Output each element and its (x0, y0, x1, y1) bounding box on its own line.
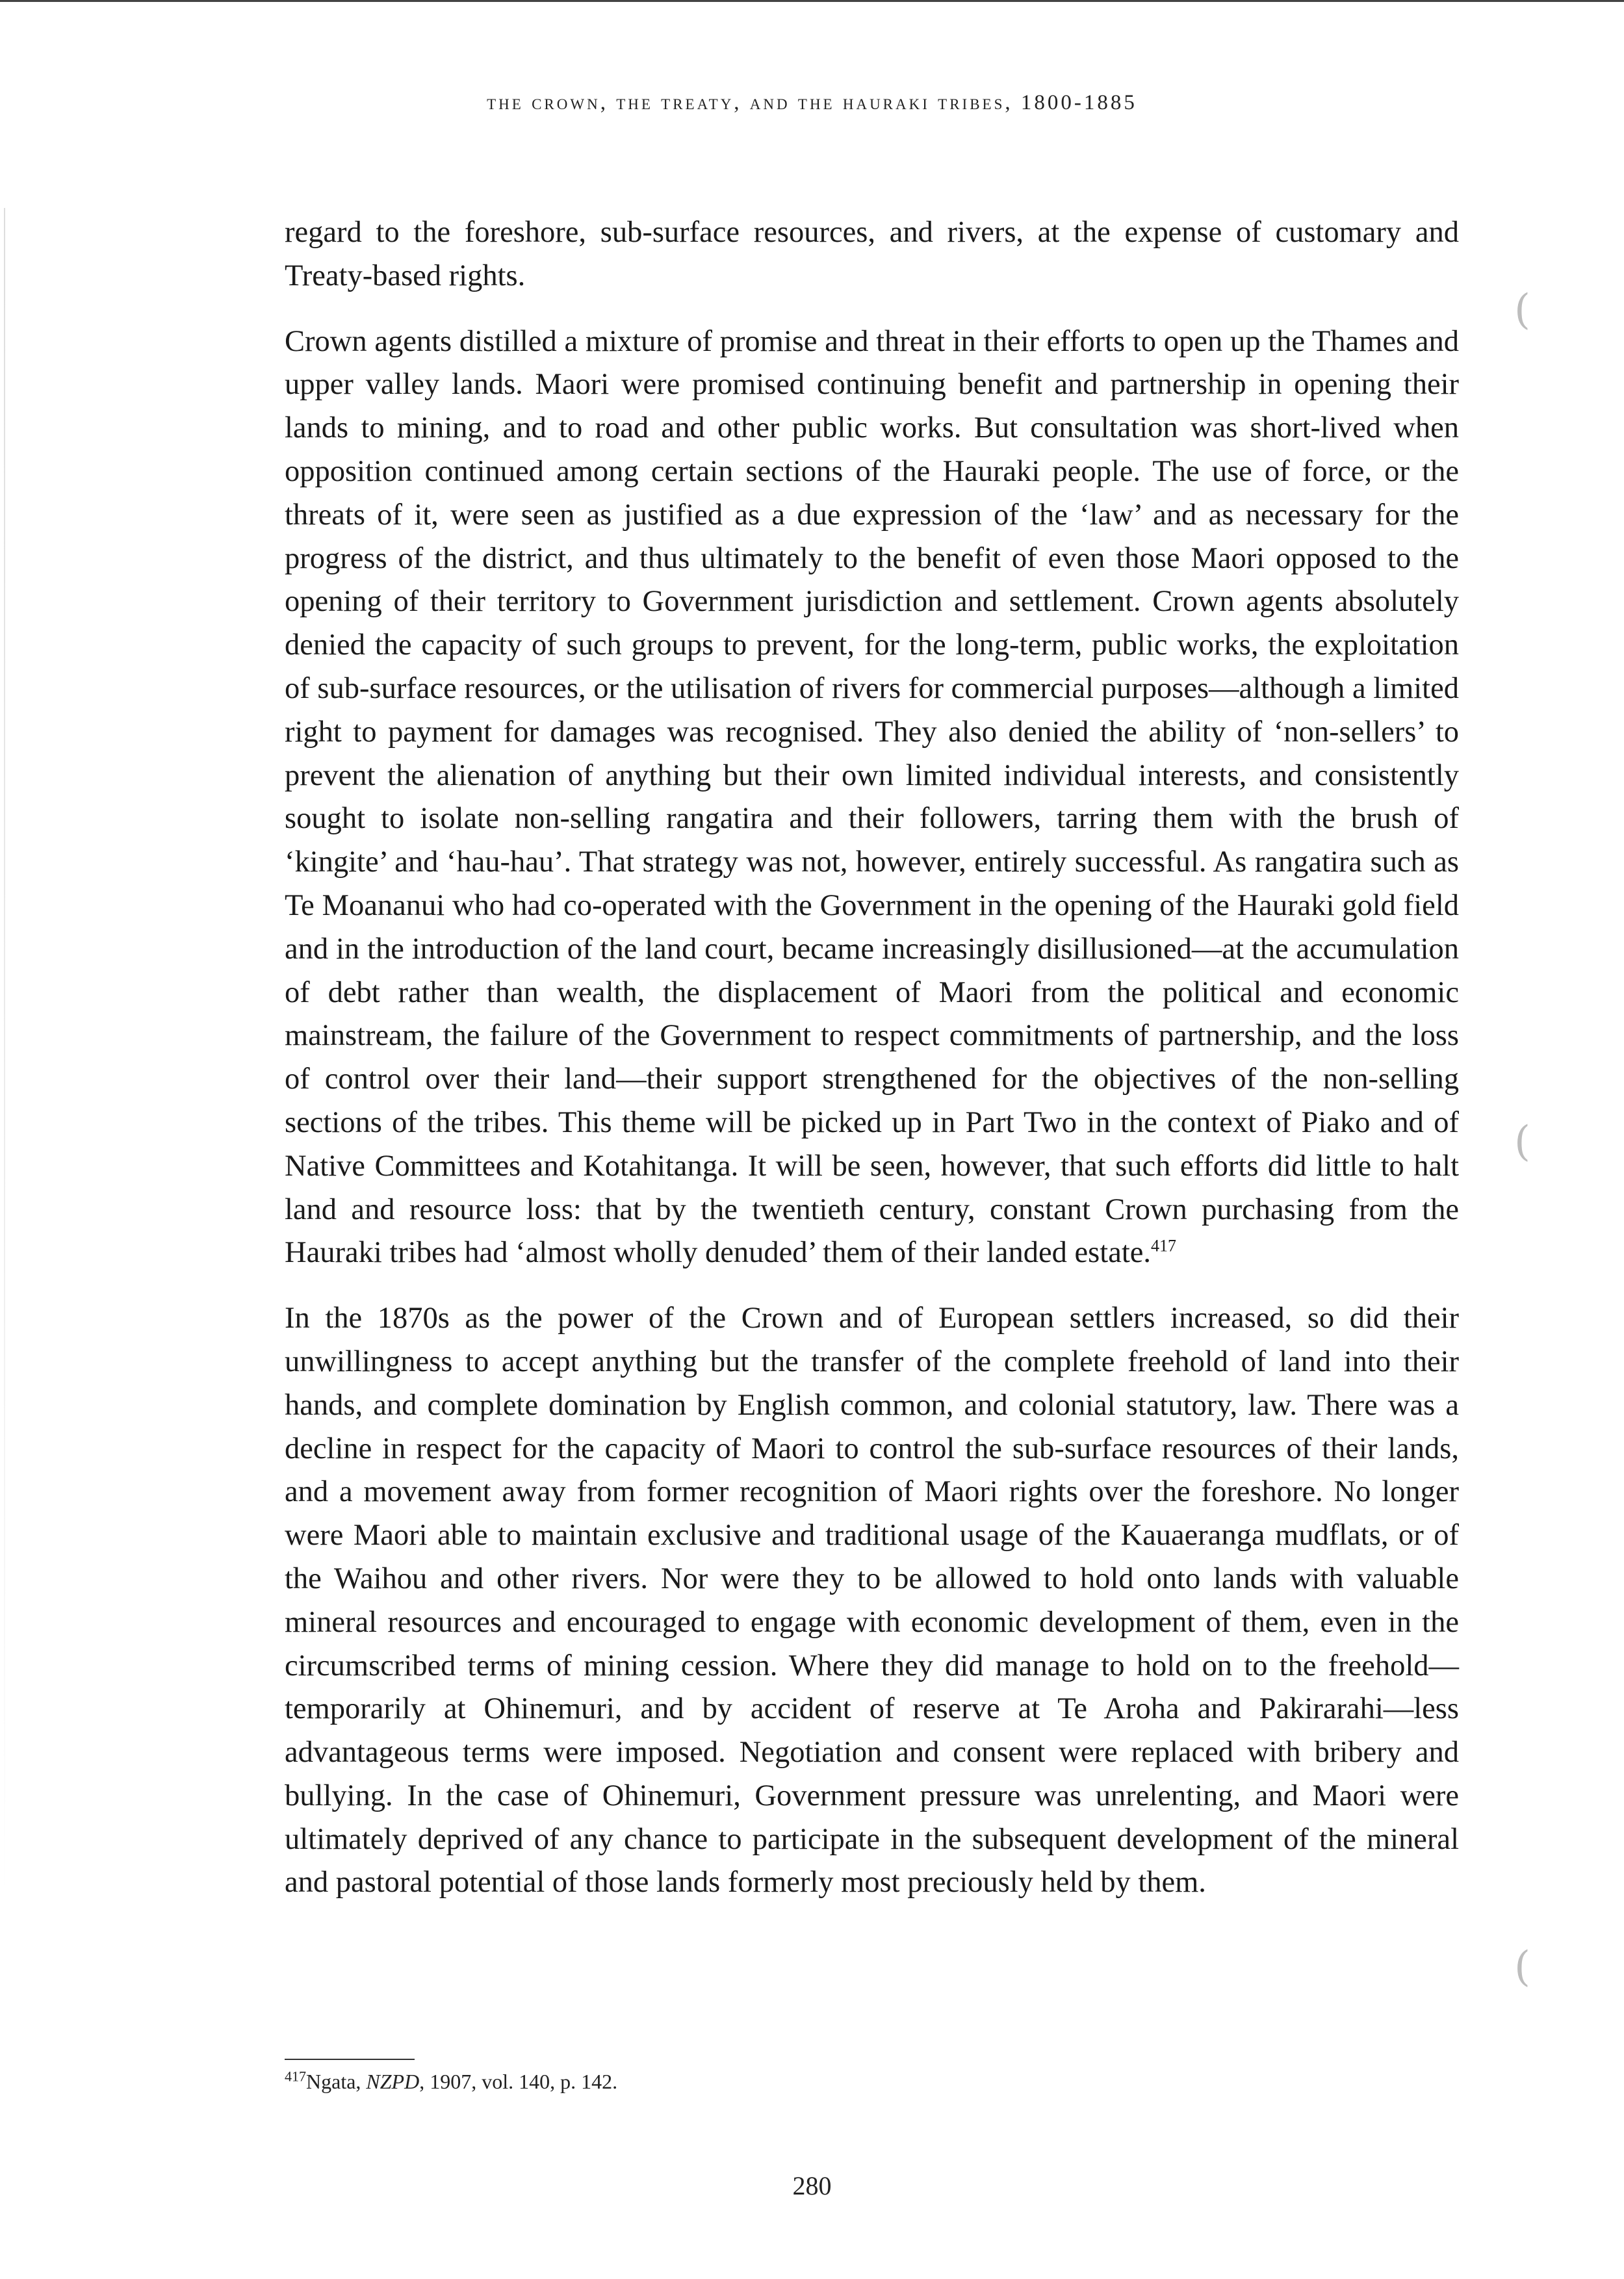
footnote-separator (285, 2059, 415, 2060)
footnote-citation: , 1907, vol. 140, p. 142. (419, 2070, 618, 2093)
paragraph-text: regard to the foreshore, sub-surface resources, and rivers, at the expense of customary and Treaty-based rights. (285, 216, 1459, 292)
footnote-reference[interactable]: 417 (1151, 1236, 1177, 1255)
binding-edge-shadow (4, 208, 5, 1898)
body-text (285, 211, 1459, 1927)
running-head: the crown, the treaty, and the hauraki tribes, 1800-1885 (487, 91, 1137, 114)
footnote-author: Ngata, (306, 2070, 367, 2093)
margin-bracket-mark: ( (1514, 286, 1530, 334)
footnote-number: 417 (285, 2068, 306, 2085)
paragraph (285, 1297, 1459, 1905)
footnote-source: NZPD (366, 2070, 420, 2093)
margin-bracket-mark: ( (1514, 1943, 1530, 1991)
paragraph-text: Crown agents distilled a mixture of promise and threat in their efforts to open up the Thames and upper valley lands. Maori were promised continuing benefit and partnership in opening their lands to mining, and to road and other public works. But consultation was short-lived when opposition continued among certain sections of the Hauraki people. The use of force, or the threats of it, were seen as justified as a due expression of the ‘law’ and as necessary for the progress of the district, and thus ultimately to the benefit of even those Maori opposed to the opening of their territory to Government jurisdiction and settlement. Crown agents absolutely denied the capacity of such groups to prevent, for the long-term, public works, the exploitation of sub-surface resources, or the utilisation of rivers for commercial purposes—although a limited right to payment for damages was recognised. They also denied the ability of ‘non-sellers’ to prevent the alienation of anything but their own limited individual interests, and consistently sought to isolate non-selling rangatira and their followers, tarring them with the brush of ‘kingite’ and ‘hau-hau’. That strategy was not, however, entirely successful. As rangatira such as Te Moananui who had co-operated with the Government in the opening of the Hauraki gold field and in the introduction of the land court, became increasingly disillusioned—at the accumulation of debt rather than wealth, the displacement of Maori from the political and economic mainstream, the failure of the Government to respect commitments of partnership, and the loss of control over their land—their support strengthened for the objectives of the non-selling sections of the tribes. This theme will be picked up in Part Two in the context of Piako and of Native Committees and Kotahitanga. It will be seen, however, that such efforts did little to halt land and resource loss: that by the twentieth century, constant Crown purchasing from the Hauraki tribes had ‘almost wholly denuded’ them of their landed estate. (285, 324, 1459, 1270)
page-top-edge (0, 0, 1624, 2)
paragraph (285, 320, 1459, 1276)
margin-bracket-mark: ( (1514, 1118, 1530, 1166)
paragraph (285, 211, 1459, 298)
page-number: 280 (792, 2171, 832, 2200)
footnote (285, 2067, 617, 2096)
paragraph-text: In the 1870s as the power of the Crown and of European settlers increased, so did their unwillingness to accept anything but the transfer of the complete freehold of land into their hands, and complete domination by English common, and colonial statutory, law. There was a decline in respect for the capacity of Maori to control the sub-surface resources of their lands, and a movement away from former recognition of Maori rights over the foreshore. No longer were Maori able to maintain exclusive and traditional usage of the Kauaeranga mudflats, or of the Waihou and other rivers. Nor were they to be allowed to hold onto lands with valuable mineral resources and encouraged to engage with economic development of them, even in the circumscribed terms of mining cession. Where they did manage to hold on to the freehold—temporarily at Ohinemuri, and by accident of reserve at Te Aroha and Pakirarahi—less advantageous terms were imposed. Negotiation and consent were replaced with bribery and bullying. In the case of Ohinemuri, Government pressure was unrelenting, and Maori were ultimately deprived of any chance to participate in the subsequent development of the mineral and pastoral potential of those lands formerly most preciously held by them. (285, 1302, 1459, 1899)
